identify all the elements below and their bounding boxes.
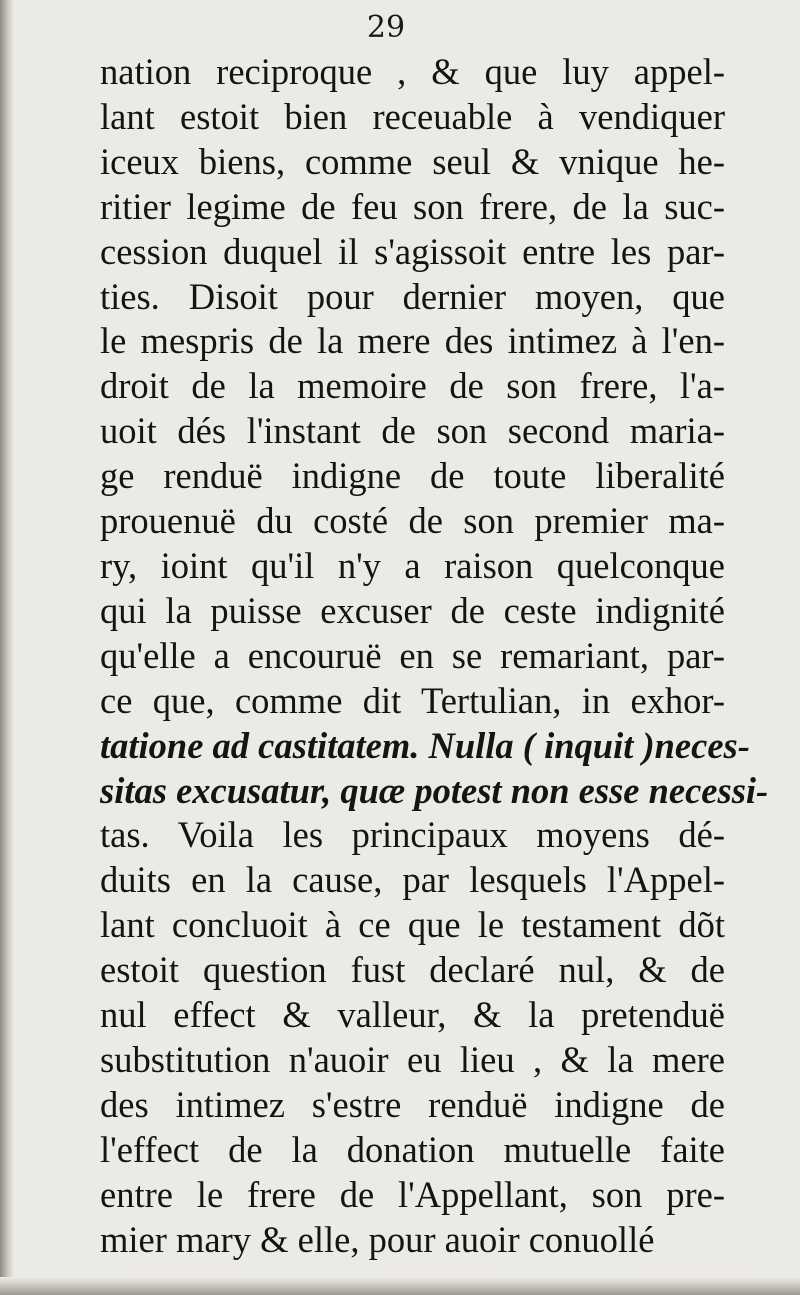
text-line: mier mary & elle, pour auoir conuollé [100, 1218, 655, 1260]
text-line: nation reciproque , & que luy appel- [100, 51, 725, 92]
page-bottom-edge [0, 1277, 800, 1295]
text-line: lant concluoit à ce que le testament dõt [100, 904, 725, 946]
text-line: l'effect de la donation mutuelle faite [100, 1128, 725, 1170]
text-line: ce que, comme dit Tertulian, in exhor- [100, 679, 725, 721]
text-line: qui la puisse excuser de ceste indignité [100, 589, 725, 631]
body-text [100, 50, 769, 1262]
text-line: le mespris de la mere des intimez à l'en- [100, 320, 725, 362]
text-line: sitas excusatur, quæ potest non esse necessi- [100, 769, 769, 811]
text-line: qu'elle a encouruë en se remariant, par- [100, 634, 725, 676]
page-number: 29 [366, 10, 406, 45]
text-line: ry, ioint qu'il n'y a raison quelconque [100, 544, 725, 586]
text-line: des intimez s'estre renduë indigne de [100, 1083, 725, 1125]
text-line: ge renduë indigne de toute liberalité [100, 455, 725, 497]
text-line: prouenuë du costé de son premier ma- [100, 500, 725, 542]
page-gutter-shadow [0, 0, 14, 1295]
text-line: droit de la memoire de son frere, l'a- [100, 365, 725, 407]
text-line: tas. Voila les principaux moyens dé- [100, 814, 725, 856]
text-line: iceux biens, comme seul & vnique he- [100, 140, 725, 182]
text-line: tatione ad castitatem. Nulla ( inquit )neces- [100, 724, 750, 766]
text-line: estoit question fust declaré nul, & de [100, 949, 725, 991]
text-line: ritier legime de feu son frere, de la suc- [100, 185, 725, 227]
text-line: uoit dés l'instant de son second maria- [100, 410, 725, 452]
text-line: cession duquel il s'agissoit entre les par- [100, 230, 725, 272]
text-line: substitution n'auoir eu lieu , & la mere [100, 1038, 725, 1080]
text-line: duits en la cause, par lesquels l'Appel- [100, 859, 725, 901]
text-line: lant estoit bien receuable à vendiquer [100, 95, 725, 137]
text-line: entre le frere de l'Appellant, son pre- [100, 1173, 725, 1215]
text-line: ties. Disoit pour dernier moyen, que [100, 275, 725, 317]
text-line: nul effect & valleur, & la pretenduë [100, 994, 725, 1036]
